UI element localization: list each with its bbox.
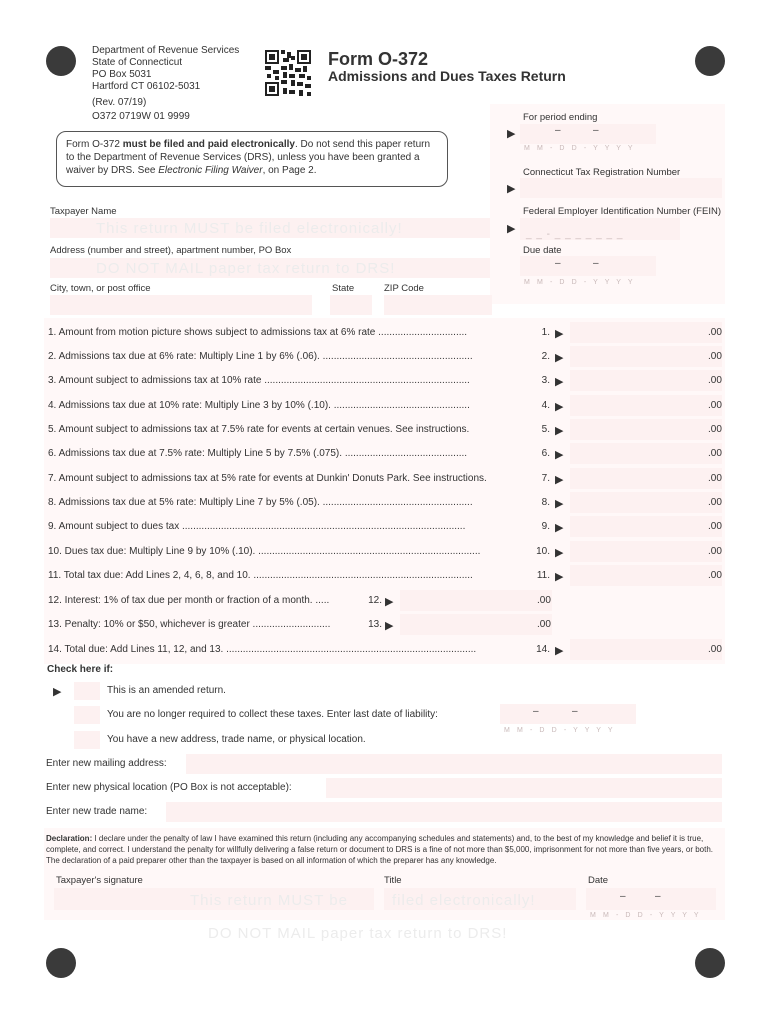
line-7-amount[interactable]	[570, 468, 722, 489]
due-date-field[interactable]	[520, 256, 656, 276]
line-12-amount[interactable]	[400, 590, 552, 611]
line-10-amount[interactable]	[570, 541, 722, 562]
line-5-number: 5.	[541, 424, 550, 435]
city-label: City, town, or post office	[50, 283, 151, 294]
line-10-cents: .00	[708, 546, 722, 557]
signature-label: Taxpayer's signature	[56, 875, 143, 886]
line-6-amount[interactable]	[570, 443, 722, 464]
last-liability-date-field[interactable]	[500, 704, 636, 724]
registration-dot-bl	[46, 948, 76, 978]
ct-tax-reg-label: Connecticut Tax Registration Number	[523, 167, 681, 178]
new-mailing-label: Enter new mailing address:	[46, 758, 167, 769]
line-9-amount[interactable]	[570, 516, 722, 537]
line-4-cents: .00	[708, 400, 722, 411]
form-code: O372 0719W 01 9999	[92, 111, 190, 122]
line-1-text: 1. Amount from motion picture shows subject to admissions tax at 6% rate ................................	[48, 327, 468, 338]
watermark-text: This return MUST be	[190, 892, 348, 909]
new-trade-field[interactable]	[166, 802, 722, 822]
city-field[interactable]	[50, 295, 312, 315]
line-8-text: 8. Admissions tax due at 5% rate: Multiply Line 7 by 5% (.05). ......................................................	[48, 497, 473, 508]
line-1-cents: .00	[708, 327, 722, 338]
new-mailing-field[interactable]	[186, 754, 722, 774]
state-label: State	[332, 283, 355, 294]
arrow-icon: ▶	[385, 620, 394, 632]
signature-date-field[interactable]	[586, 888, 716, 910]
date-dash: –	[620, 891, 626, 902]
date-dash: –	[593, 125, 599, 136]
state-field[interactable]	[330, 295, 372, 315]
line-6-number: 6.	[541, 448, 550, 459]
due-date-label: Due date	[523, 245, 562, 256]
line-11-cents: .00	[708, 570, 722, 581]
date-mask: M M - D D - Y Y Y Y	[504, 727, 616, 734]
zip-field[interactable]	[384, 295, 492, 315]
arrow-icon: ▶	[555, 352, 564, 364]
check-heading: Check here if:	[47, 664, 114, 675]
arrow-icon: ▶	[555, 547, 564, 559]
line-7-cents: .00	[708, 473, 722, 484]
address-label: Address (number and street), apartment number, PO Box	[50, 245, 292, 256]
zip-label: ZIP Code	[384, 283, 424, 294]
electronic-filing-notice	[56, 131, 448, 187]
date-mask: M M - D D - Y Y Y Y	[524, 145, 636, 152]
line-5-amount[interactable]	[570, 419, 722, 440]
taxpayer-name-label: Taxpayer Name	[50, 206, 117, 217]
watermark-text: filed electronically!	[392, 892, 536, 909]
line-14-text: 14. Total due: Add Lines 11, 12, and 13. ..........................................................................................	[48, 644, 477, 655]
date-label: Date	[588, 875, 609, 886]
no-longer-label: You are no longer required to collect these taxes. Enter last date of liability:	[107, 709, 438, 720]
registration-dot-tl	[46, 46, 76, 76]
line-1-amount[interactable]	[570, 322, 722, 343]
registration-dot-tr	[695, 46, 725, 76]
declaration	[46, 833, 726, 866]
arrow-icon: ▶	[555, 425, 564, 437]
line-10-text: 10. Dues tax due: Multiply Line 9 by 10% (.10). ................................................................................	[48, 546, 481, 557]
line-11-number: 11.	[536, 570, 550, 581]
line-9-cents: .00	[708, 521, 722, 532]
date-dash: –	[593, 258, 599, 269]
line-14-cents: .00	[708, 644, 722, 655]
new-physical-label: Enter new physical location (PO Box is not acceptable):	[46, 782, 292, 793]
new-address-checkbox[interactable]	[74, 731, 100, 749]
date-mask: M M - D D - Y Y Y Y	[524, 279, 636, 286]
revision: (Rev. 07/19)	[92, 97, 147, 108]
notice-text: , on Page 2.	[262, 165, 317, 176]
ct-tax-reg-field[interactable]	[520, 178, 722, 198]
amended-checkbox[interactable]	[74, 682, 100, 700]
line-5-cents: .00	[708, 424, 722, 435]
line-13-number: 13.	[368, 619, 382, 630]
line-5-text: 5. Amount subject to admissions tax at 7.5% rate for events at certain venues. See instructions.	[48, 424, 470, 435]
line-8-cents: .00	[708, 497, 722, 508]
form-number: Form O-372	[328, 49, 429, 69]
line-13-amount[interactable]	[400, 614, 552, 635]
agency-line: State of Connecticut	[92, 57, 183, 68]
arrow-icon: ▶	[555, 401, 564, 413]
line-8-amount[interactable]	[570, 492, 722, 513]
line-11-text: 11. Total tax due: Add Lines 2, 4, 6, 8, and 10. ...............................................................................	[48, 570, 473, 581]
line-3-number: 3.	[541, 375, 550, 386]
arrow-icon: ▶	[385, 596, 394, 608]
line-6-cents: .00	[708, 448, 722, 459]
new-physical-field[interactable]	[326, 778, 722, 798]
line-7-number: 7.	[541, 473, 550, 484]
date-dash: –	[555, 125, 561, 136]
amended-label: This is an amended return.	[107, 685, 226, 696]
line-3-text: 3. Amount subject to admissions tax at 10% rate ..........................................................................	[48, 375, 470, 386]
line-1-number: 1.	[541, 327, 550, 338]
arrow-icon: ▶	[555, 571, 564, 583]
declaration-text: I declare under the penalty of law I have examined this return (including any accompanying schedules and statements) and, to the best of my knowledge and belief it is true, complete, and correct. I understand the penalty for willfully delivering a false return or document to DRS is a fine of not more than $5,000, imprisonment for not more than five years, or both. The declaration of a paid preparer other than the taxpayer is based on all information of which the preparer has any knowledge.	[46, 834, 714, 865]
line-2-number: 2.	[541, 351, 550, 362]
line-3-cents: .00	[708, 375, 722, 386]
watermark-text: DO NOT MAIL paper tax return to DRS!	[208, 925, 508, 942]
line-11-amount[interactable]	[570, 565, 722, 586]
line-14-amount[interactable]	[570, 639, 722, 660]
new-trade-label: Enter new trade name:	[46, 806, 148, 817]
line-13-cents: .00	[537, 619, 551, 630]
form-title: Admissions and Dues Taxes Return	[328, 68, 566, 84]
period-ending-field[interactable]	[520, 124, 656, 144]
notice-text: . Do not send this paper return to the Department of Revenue Services (DRS), unless you have been granted a waiver by DRS. See	[66, 139, 431, 176]
line-2-cents: .00	[708, 351, 722, 362]
arrow-icon: ▶	[555, 645, 564, 657]
line-7-text: 7. Amount subject to admissions tax at 5% rate for events at Dunkin' Donuts Park. See instructions.	[48, 473, 487, 484]
arrow-icon: ▶	[555, 474, 564, 486]
fein-mask: _ _ - _ _ _ _ _ _ _	[526, 229, 624, 240]
arrow-icon: ▶	[555, 498, 564, 510]
notice-link-text: Electronic Filing Waiver	[158, 165, 263, 176]
date-dash: –	[572, 706, 578, 717]
agency-line: Hartford CT 06102-5031	[92, 81, 201, 92]
notice-text: Form O-372	[66, 139, 123, 150]
agency-block	[92, 45, 239, 123]
notice-bold: must be filed and paid electronically	[122, 139, 295, 150]
date-mask: M M - D D - Y Y Y Y	[590, 912, 702, 919]
line-6-text: 6. Admissions tax due at 7.5% rate: Multiply Line 5 by 7.5% (.075). ............................................	[48, 448, 468, 459]
line-4-text: 4. Admissions tax due at 10% rate: Multiply Line 3 by 10% (.10). .................................................	[48, 400, 470, 411]
arrow-icon: ▶	[555, 449, 564, 461]
line-4-number: 4.	[541, 400, 550, 411]
line-14-number: 14.	[536, 644, 550, 655]
date-dash: –	[655, 891, 661, 902]
qr-code-icon	[265, 50, 311, 96]
arrow-icon: ▶	[507, 128, 516, 140]
date-dash: –	[533, 706, 539, 717]
agency-line: PO Box 5031	[92, 69, 152, 80]
line-12-number: 12.	[368, 595, 382, 606]
watermark-text: This return MUST be filed electronically!	[96, 220, 403, 237]
line-10-number: 10.	[536, 546, 550, 557]
declaration-heading: Declaration:	[46, 834, 93, 843]
agency-line: Department of Revenue Services	[92, 45, 240, 56]
line-9-text: 9. Amount subject to dues tax ......................................................................................................	[48, 521, 466, 532]
line-12-text: 12. Interest: 1% of tax due per month or fraction of a month. .....	[48, 595, 330, 606]
registration-dot-br	[695, 948, 725, 978]
line-2-amount[interactable]	[570, 346, 722, 367]
line-3-amount[interactable]	[570, 370, 722, 391]
arrow-icon: ▶	[507, 223, 516, 235]
watermark-text: DO NOT MAIL paper tax return to DRS!	[96, 260, 396, 277]
fein-label: Federal Employer Identification Number (FEIN)	[523, 206, 721, 217]
date-dash: –	[555, 258, 561, 269]
line-13-text: 13. Penalty: 10% or $50, whichever is greater ............................	[48, 619, 331, 630]
line-9-number: 9.	[541, 521, 550, 532]
line-2-text: 2. Admissions tax due at 6% rate: Multiply Line 1 by 6% (.06). ......................................................	[48, 351, 473, 362]
line-12-cents: .00	[537, 595, 551, 606]
new-address-label: You have a new address, trade name, or physical location.	[107, 734, 366, 745]
arrow-icon: ▶	[53, 686, 62, 698]
period-ending-label: For period ending	[523, 112, 598, 123]
arrow-icon: ▶	[555, 328, 564, 340]
line-4-amount[interactable]	[570, 395, 722, 416]
title-label: Title	[384, 875, 402, 886]
arrow-icon: ▶	[507, 183, 516, 195]
line-8-number: 8.	[541, 497, 550, 508]
arrow-icon: ▶	[555, 522, 564, 534]
arrow-icon: ▶	[555, 376, 564, 388]
no-longer-checkbox[interactable]	[74, 706, 100, 724]
